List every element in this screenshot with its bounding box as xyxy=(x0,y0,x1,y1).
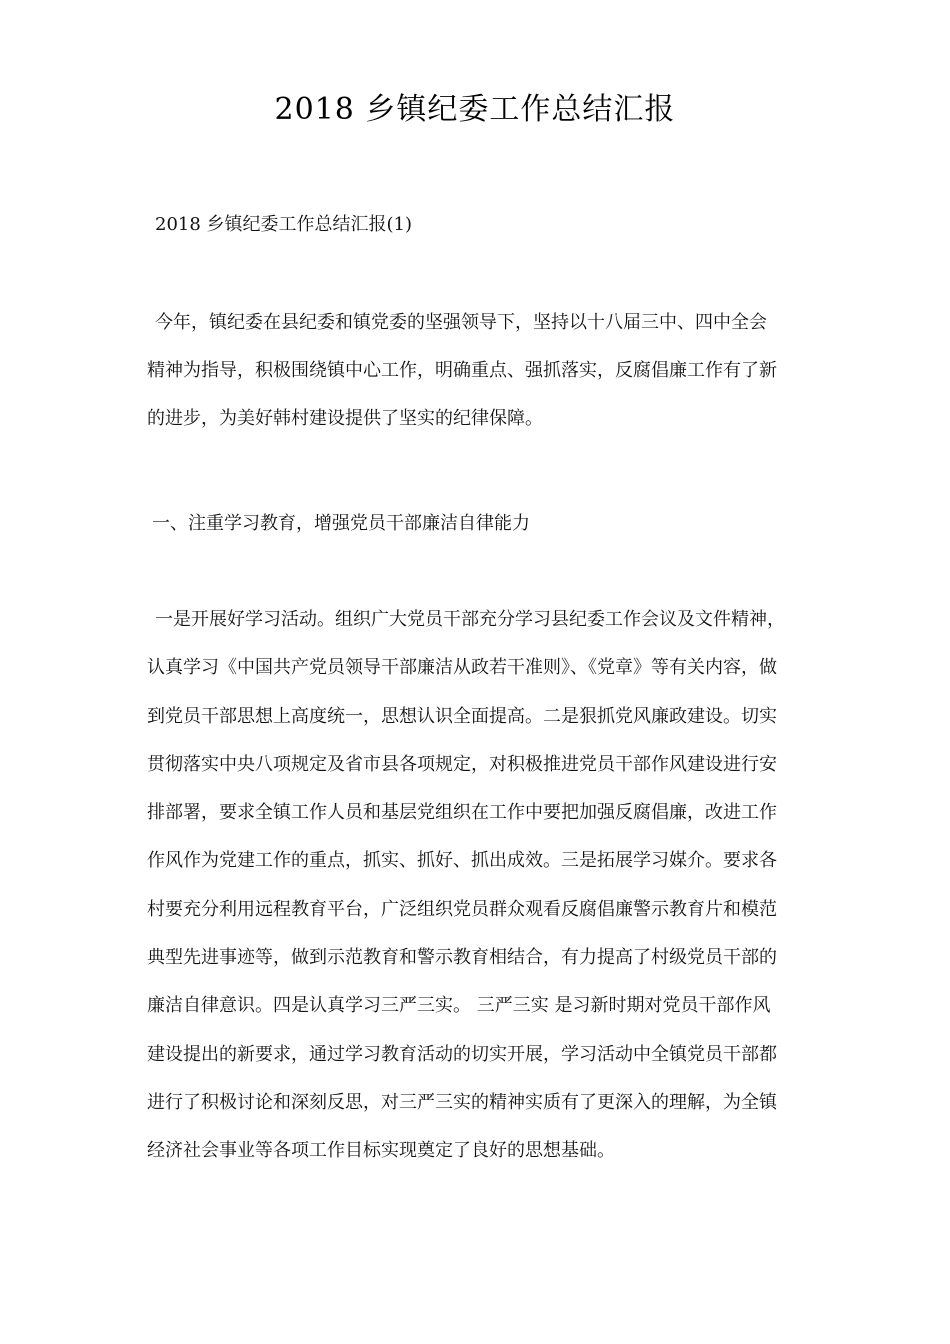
body-line: 村要充分利用远程教育平台，广泛组织党员群众观看反腐倡廉警示教育片和模范 xyxy=(147,898,777,920)
body-line: 建设提出的新要求，通过学习教育活动的切实开展，学习活动中全镇党员干部都 xyxy=(147,1043,777,1065)
body-line: 进行了积极讨论和深刻反思，对三严三实的精神实质有了更深入的理解，为全镇 xyxy=(147,1091,777,1113)
body-line: 廉洁自律意识。四是认真学习三严三实。 三严三实 是习新时期对党员干部作风 xyxy=(147,995,771,1017)
intro-line: 精神为指导，积极围绕镇中心工作，明确重点、强抓落实，反腐倡廉工作有了新 xyxy=(147,360,777,381)
body-line: 贯彻落实中央八项规定及省市县各项规定，对积极推进党员干部作风建设进行安 xyxy=(147,753,777,775)
body-line: 作风作为党建工作的重点，抓实、抓好、抓出成效。三是拓展学习媒介。要求各 xyxy=(147,850,777,872)
section-body-paragraph xyxy=(147,601,827,1181)
document-title: 2018 乡镇纪委工作总结汇报 xyxy=(274,92,676,127)
body-line: 经济社会事业等各项工作目标实现奠定了良好的思想基础。 xyxy=(147,1140,615,1162)
intro-paragraph xyxy=(147,304,827,448)
intro-line: 的进步，为美好韩村建设提供了坚实的纪律保障。 xyxy=(147,408,543,429)
body-line: 认真学习《中国共产党员领导干部廉洁从政若干准则》、《党章》等有关内容，做 xyxy=(147,657,777,679)
section-heading: 一、注重学习教育，增强党员干部廉洁自律能力 xyxy=(152,513,530,534)
document-subtitle: 2018 乡镇纪委工作总结汇报(1) xyxy=(155,214,413,235)
body-line: 排部署，要求全镇工作人员和基层党组织在工作中要把加强反腐倡廉，改进工作 xyxy=(147,802,777,824)
body-line: 典型先进事迹等，做到示范教育和警示教育相结合，有力提高了村级党员干部的 xyxy=(147,947,777,969)
intro-line: 今年，镇纪委在县纪委和镇党委的坚强领导下，坚持以十八届三中、四中全会 xyxy=(155,312,767,333)
body-line: 一是开展好学习活动。组织广大党员干部充分学习县纪委工作会议及文件精神， xyxy=(155,609,785,630)
body-line: 到党员干部思想上高度统一，思想认识全面提高。二是狠抓党风廉政建设。切实 xyxy=(147,705,777,727)
